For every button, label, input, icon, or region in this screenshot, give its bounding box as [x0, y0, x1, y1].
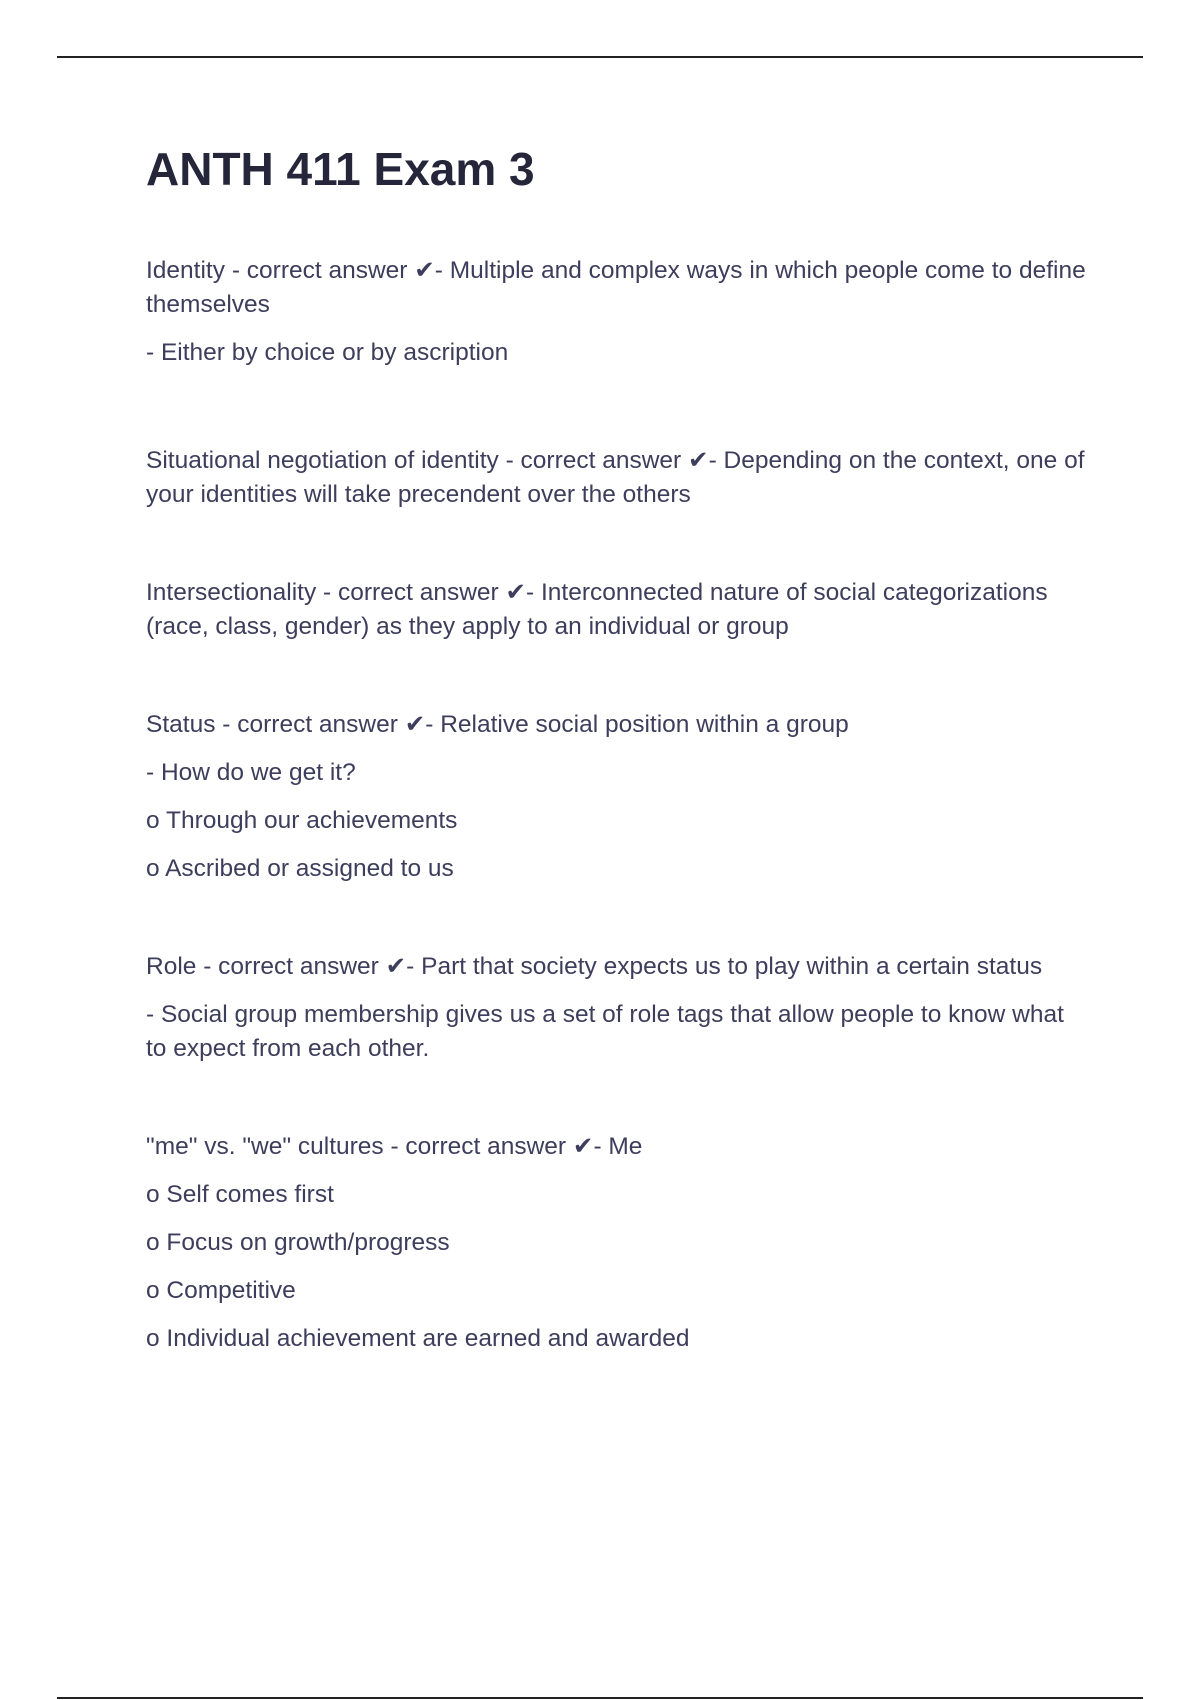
entry-definition: - Me — [593, 1133, 643, 1160]
entry-definition: - Depending on the context, one of your identities will take precendent over the others — [146, 447, 1085, 508]
entry-term: Situational negotiation of identity — [146, 447, 499, 474]
document-body — [146, 140, 1086, 1356]
entry-subitem: o Through our achievements — [146, 807, 458, 834]
answer-marker: - correct answer ✔ — [323, 579, 527, 606]
page-title: ANTH 411 Exam 3 — [146, 143, 535, 195]
entry-subitem: o Self comes first — [146, 1181, 334, 1208]
entry-subitem: - Either by choice or by ascription — [146, 339, 509, 366]
entry-me-vs-we-cultures — [146, 1130, 1086, 1356]
top-rule — [57, 56, 1143, 58]
answer-marker: - correct answer ✔ — [231, 257, 435, 284]
entry-term: Status — [146, 711, 216, 738]
entry-term: Role — [146, 953, 197, 980]
entry-subitem: - How do we get it? — [146, 759, 356, 786]
entry-situational-negotiation — [146, 444, 1086, 512]
answer-marker: - correct answer ✔ — [505, 447, 709, 474]
entry-definition: - Relative social position within a group — [425, 711, 849, 738]
entry-term: "me" vs. "we" cultures — [146, 1133, 384, 1160]
answer-marker: - correct answer ✔ — [203, 953, 407, 980]
answer-marker: - correct answer ✔ — [390, 1133, 594, 1160]
entry-status — [146, 708, 1086, 886]
entry-role — [146, 950, 1086, 1066]
entry-intersectionality — [146, 576, 1086, 644]
entry-term: Identity — [146, 257, 225, 284]
entry-definition: - Multiple and complex ways in which people come to define themselves — [146, 257, 1086, 318]
entry-subitem: o Ascribed or assigned to us — [146, 855, 454, 882]
entry-subitem: - Social group membership gives us a set of role tags that allow people to know what to expect from each other. — [146, 1001, 1064, 1062]
entry-subitem: o Focus on growth/progress — [146, 1229, 450, 1256]
answer-marker: - correct answer ✔ — [222, 711, 426, 738]
entry-subitem: o Individual achievement are earned and awarded — [146, 1325, 690, 1352]
entry-definition: - Part that society expects us to play within a certain status — [406, 953, 1043, 980]
entry-subitem: o Competitive — [146, 1277, 296, 1304]
entry-identity — [146, 254, 1086, 370]
entry-definition: - Interconnected nature of social categorizations (race, class, gender) as they apply to an individual or group — [146, 579, 1048, 640]
entry-term: Intersectionality — [146, 579, 317, 606]
bottom-rule — [57, 1697, 1143, 1699]
